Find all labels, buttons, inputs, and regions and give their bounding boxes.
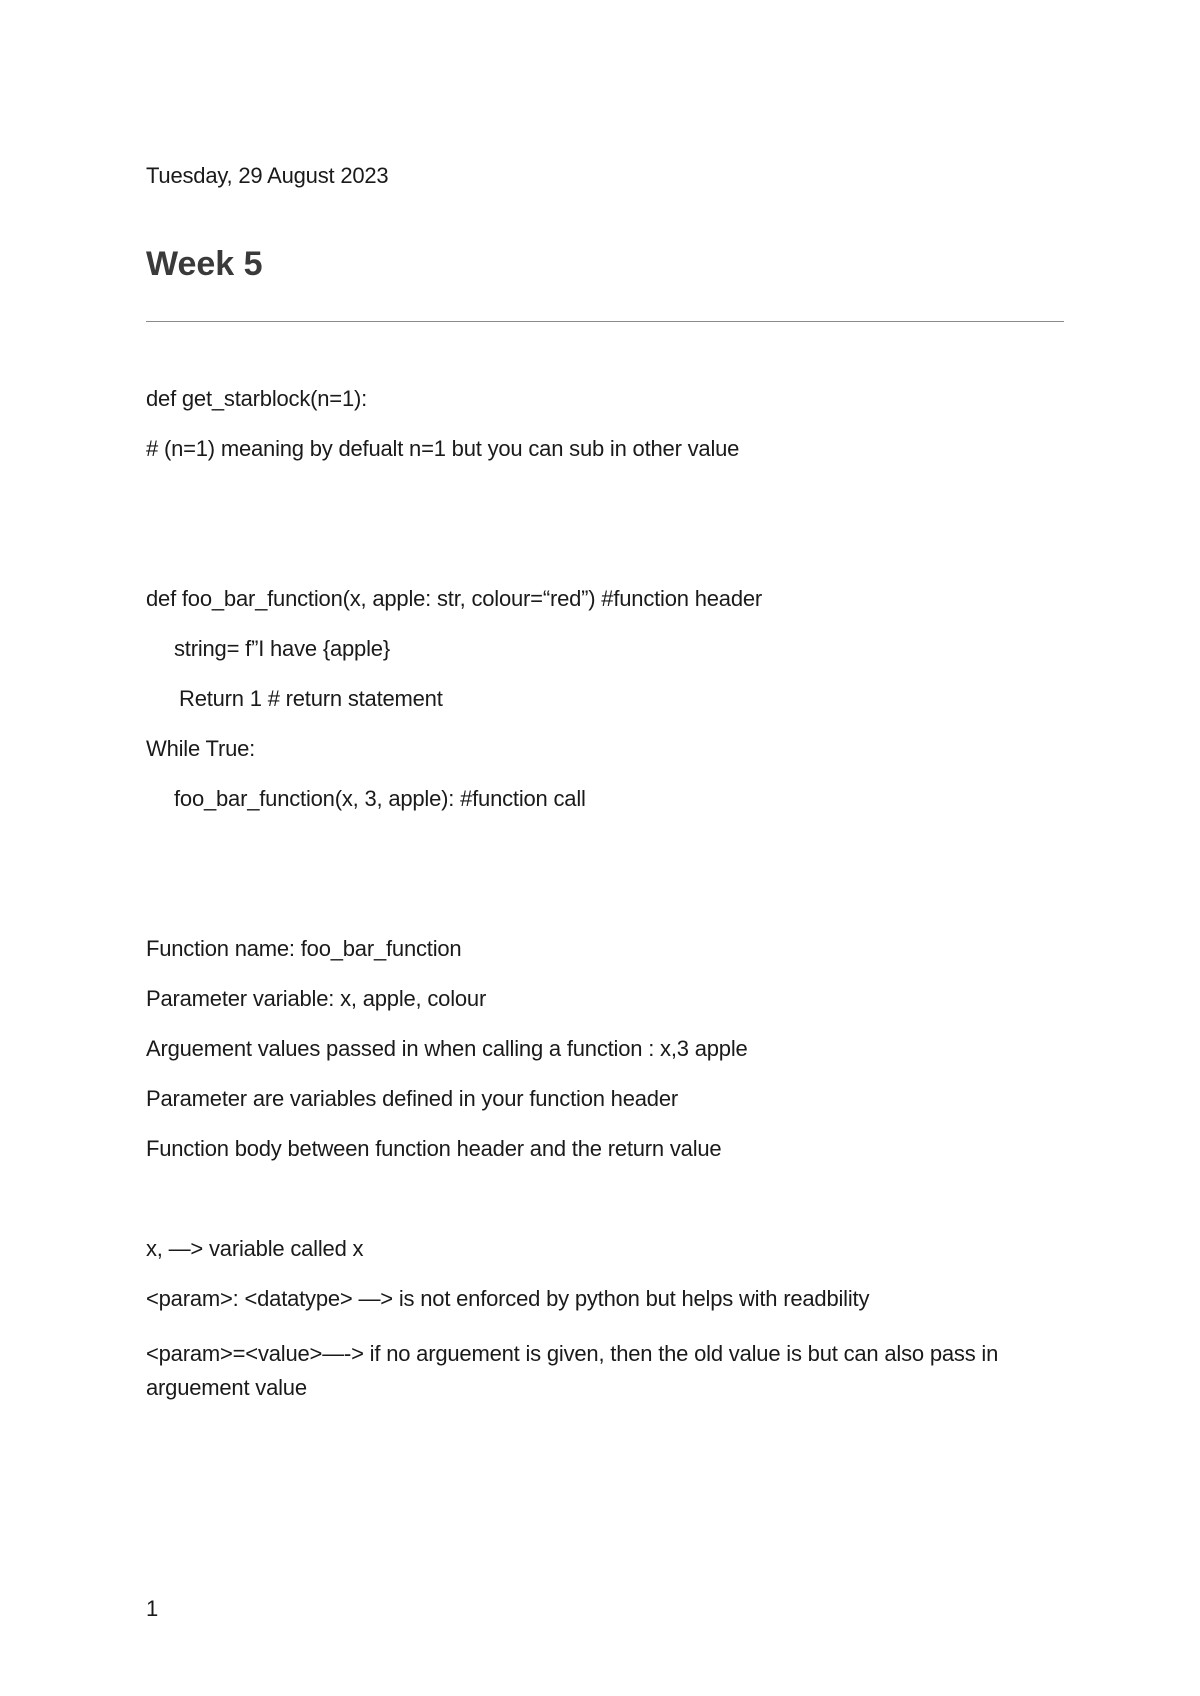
definition-parameter-variable: Parameter variable: x, apple, colour bbox=[146, 986, 487, 1011]
note-default-value: <param>=<value>—-> if no arguement is given, then the old value is but can also pass in arguement value bbox=[146, 1341, 999, 1400]
document-date: Tuesday, 29 August 2023 bbox=[146, 163, 389, 188]
code-line-function-header: def foo_bar_function(x, apple: str, colour=“red”) #function header bbox=[146, 586, 763, 611]
note-datatype-hint: <param>: <datatype> —> is not enforced by python but helps with readbility bbox=[146, 1286, 870, 1311]
page-title: Week 5 bbox=[146, 245, 263, 283]
code-line-return: Return 1 # return statement bbox=[179, 686, 443, 711]
title-divider bbox=[146, 321, 1064, 322]
code-line-string-assign: string= f”I have {apple} bbox=[174, 636, 390, 661]
code-line-starblock-comment: # (n=1) meaning by defualt n=1 but you can sub in other value bbox=[146, 436, 740, 461]
code-line-starblock-def: def get_starblock(n=1): bbox=[146, 386, 368, 411]
definition-parameter-meaning: Parameter are variables defined in your function header bbox=[146, 1086, 678, 1111]
definition-function-name: Function name: foo_bar_function bbox=[146, 936, 462, 961]
note-variable-x: x, —> variable called x bbox=[146, 1236, 364, 1261]
definition-function-body: Function body between function header and the return value bbox=[146, 1136, 722, 1161]
code-line-while: While True: bbox=[146, 736, 256, 761]
code-line-function-call: foo_bar_function(x, 3, apple): #function call bbox=[174, 786, 586, 811]
page-number: 1 bbox=[146, 1596, 159, 1621]
definition-arguement-values: Arguement values passed in when calling a function : x,3 apple bbox=[146, 1036, 748, 1061]
